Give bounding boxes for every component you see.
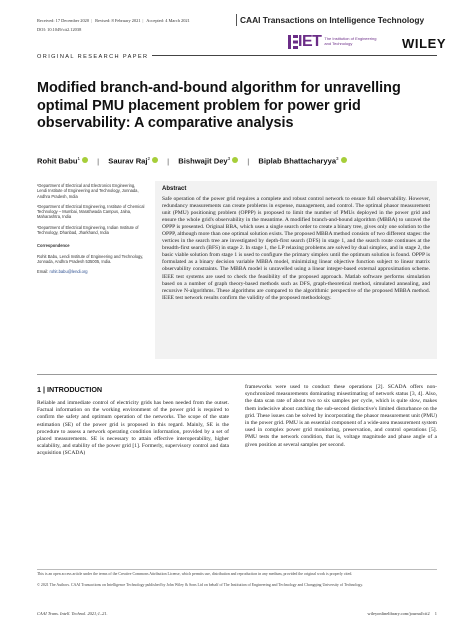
orcid-icon[interactable] <box>232 157 238 163</box>
abstract-text: Safe operation of the power grid requires a complete and robust control network to ensure full observability. However, redundancy measurements can create problems in expense, management, and control. The optimal phasor measurement unit (PMU) positioning problem (OPPP) is proposed to limit the number of PMUs deployed in the power grid and ensure the whole grid's observability in the meantime. A modified branch-and-bound algorithm (MBBA) to unravel the OPPP is presented. Original BBA, which uses a single search order to create a binary tree, gives only one solution to the OPPP, although more than one optimal solution exists. The proposed MBBA method consists of two different stages: the vertices in the search tree are investigated by depth-first search (DFS) in stage 1, and the search route continues at the breadth-first search (BFS) in stage 2. In stage 1, the LP relaxing problems are solved by dual simplex, and in stage 2, the basic viable solution from stage 1 is used to configure the primary simplex until the optimum solution is found. OPPP is formulated as a binary decision variable MBBA model, minimizing linear objective function subject to linear matrix observability constraints. The MBBA model is unravelled using a linear integer-based external approximation scheme. IEEE test systems are used to check the feasibility of the proposed approach. Matlab software performs simulation based on a number of graph theory-based methods such as DFS, graph-theoretical method, simulated annealing, and recursive N-algorithms. These algorithms are compared to the algorithmic perspective of the proposed MBBA method. IEEE test network results confirm the validity of the proposed methodology. <box>162 196 430 301</box>
citation-footer: CAAI Trans. Intell. Technol. 2021;1–21. <box>37 611 108 616</box>
author-separator: | <box>97 156 100 166</box>
author[interactable] <box>37 156 88 166</box>
orcid-icon[interactable] <box>152 157 158 163</box>
footnote-rule <box>37 569 437 570</box>
author-affiliation-mark: 3 <box>227 156 231 161</box>
iet-emblem-icon <box>288 35 298 49</box>
iet-logo-subtitle: The Institution of Engineering and Technology <box>324 36 377 46</box>
correspondence-email <box>37 269 145 274</box>
abstract-heading: Abstract <box>162 186 187 192</box>
author-list <box>37 156 437 166</box>
intro-right-column <box>245 384 437 449</box>
section-label: ORIGINAL RESEARCH PAPER <box>37 54 152 60</box>
affiliation: ³Department of Electrical Engineering, Indian Institute of Technology, Dhanbad, Jharkhand, India <box>37 224 139 236</box>
author[interactable] <box>178 156 238 166</box>
author-name: Biplab Bhattacharyya <box>258 156 337 166</box>
page-number: 1 <box>434 611 437 616</box>
email-link[interactable]: rohit.babu@lendi.org <box>49 269 88 275</box>
journal-url[interactable]: wileyonlinelibrary.com/journal/cit2 <box>367 611 430 616</box>
author-affiliation-mark: 3 <box>336 156 339 161</box>
correspondence-address: Rohit Babu, Lendi Institute of Engineering and Technology, Jonnada, Andhra Pradesh 535005, India. <box>37 253 144 264</box>
received-date: Received: 17 December 2020 <box>37 18 90 23</box>
author-separator: | <box>167 156 170 166</box>
copyright-footnote: © 2021 The Authors. CAAI Transactions on Intelligence Technology published by John Wiley & Sons Ltd on behalf of The Institution of Engineering and Technology and Chongqing University of Technology. <box>37 583 364 587</box>
intro-paragraph: frameworks were used to conduct these operations [2]. SCADA offers non-synchronized measurements dominating misestimating of network status [3, 4]. Also, the data scan rate of about two to six samples per cycle, which is quite slow, makes them indecisive about catching the sub-second distinctive's limited disturbance on the grid. These issues can be solved by incorporating the phasor measurement unit (PMU) in the power grid. PMU is an essential component of a wide-area measurement system used in complex power grid monitoring, preservation, and control operations [5]. PMU tests the network condition, that is, voltage magnitude and phase angle of a given position at several samples per second. <box>245 384 437 448</box>
author[interactable] <box>258 156 346 166</box>
author-name: Bishwajit Dey <box>178 156 228 166</box>
email-label: Email: <box>37 269 49 275</box>
intro-paragraph: Reliable and immediate control of electricity grids has been needed from the outset. Factual information on the working environment of the power grid is required to confirm the safety and optimum operation of the networks. The scope of the state estimation (SE) of the power grid is proposed in this regard. Mainly, SE is the procedure to assess a network operating condition information, provided by a set of placed measurements. SE is necessary to attain effective interoperability, higher scalability, and stability of the power grid [1]. Formerly, supervisory control and data acquisition (SCADA) <box>37 400 229 457</box>
author-affiliation-mark: 2 <box>147 156 151 161</box>
journal-title: CAAI Transactions on Intelligence Technology <box>240 15 425 25</box>
affiliation: ¹Department of Electrical and Electronics Engineering, Lendi Institute of Engineering and Technology, Jonnada, Andhra Pradesh, India <box>37 183 139 199</box>
author-name: Saurav Raj <box>108 156 148 166</box>
correspondence-heading: Correspondence <box>37 243 70 249</box>
orcid-icon[interactable] <box>82 157 88 163</box>
license-footnote: This is an open access article under the terms of the Creative Commons Attribution License, which permits use, distribution and reproduction in any medium, provided the original work is properly cited. <box>37 572 353 576</box>
author-separator: | <box>247 156 250 166</box>
revised-date: Revised: 8 February 2021 <box>95 18 141 23</box>
iet-logo-text: IET <box>298 33 322 50</box>
intro-left-column <box>37 400 229 458</box>
author[interactable] <box>108 156 158 166</box>
iet-logo <box>288 33 382 51</box>
accepted-date: Accepted: 4 March 2021 <box>146 18 190 23</box>
author-affiliation-mark: 1 <box>77 156 81 161</box>
affiliations <box>37 183 145 280</box>
article-dates: Received: 17 December 2020 | Revised: 8 February 2021 | Accepted: 4 March 2021 <box>37 18 190 23</box>
doi[interactable]: DOI: 10.1049/cit2.12038 <box>37 27 82 32</box>
intro-heading: 1 | INTRODUCTION <box>37 385 103 394</box>
author-name: Rohit Babu <box>37 156 78 166</box>
journal-divider <box>236 14 237 26</box>
affiliation: ²Department of Electrical Engineering, Institute of Chemical Technology – Mumbai, Marathwada Campus, Jalna, Maharashtra, India <box>37 203 145 220</box>
journal-url-footer <box>340 611 437 616</box>
wiley-logo: WILEY <box>402 36 447 51</box>
orcid-icon[interactable] <box>341 157 347 163</box>
article-title: Modified branch-and-bound algorithm for unravelling optimal PMU placement problem for power grid observability: A comparative analysis <box>37 80 401 131</box>
section-rule <box>37 374 437 375</box>
